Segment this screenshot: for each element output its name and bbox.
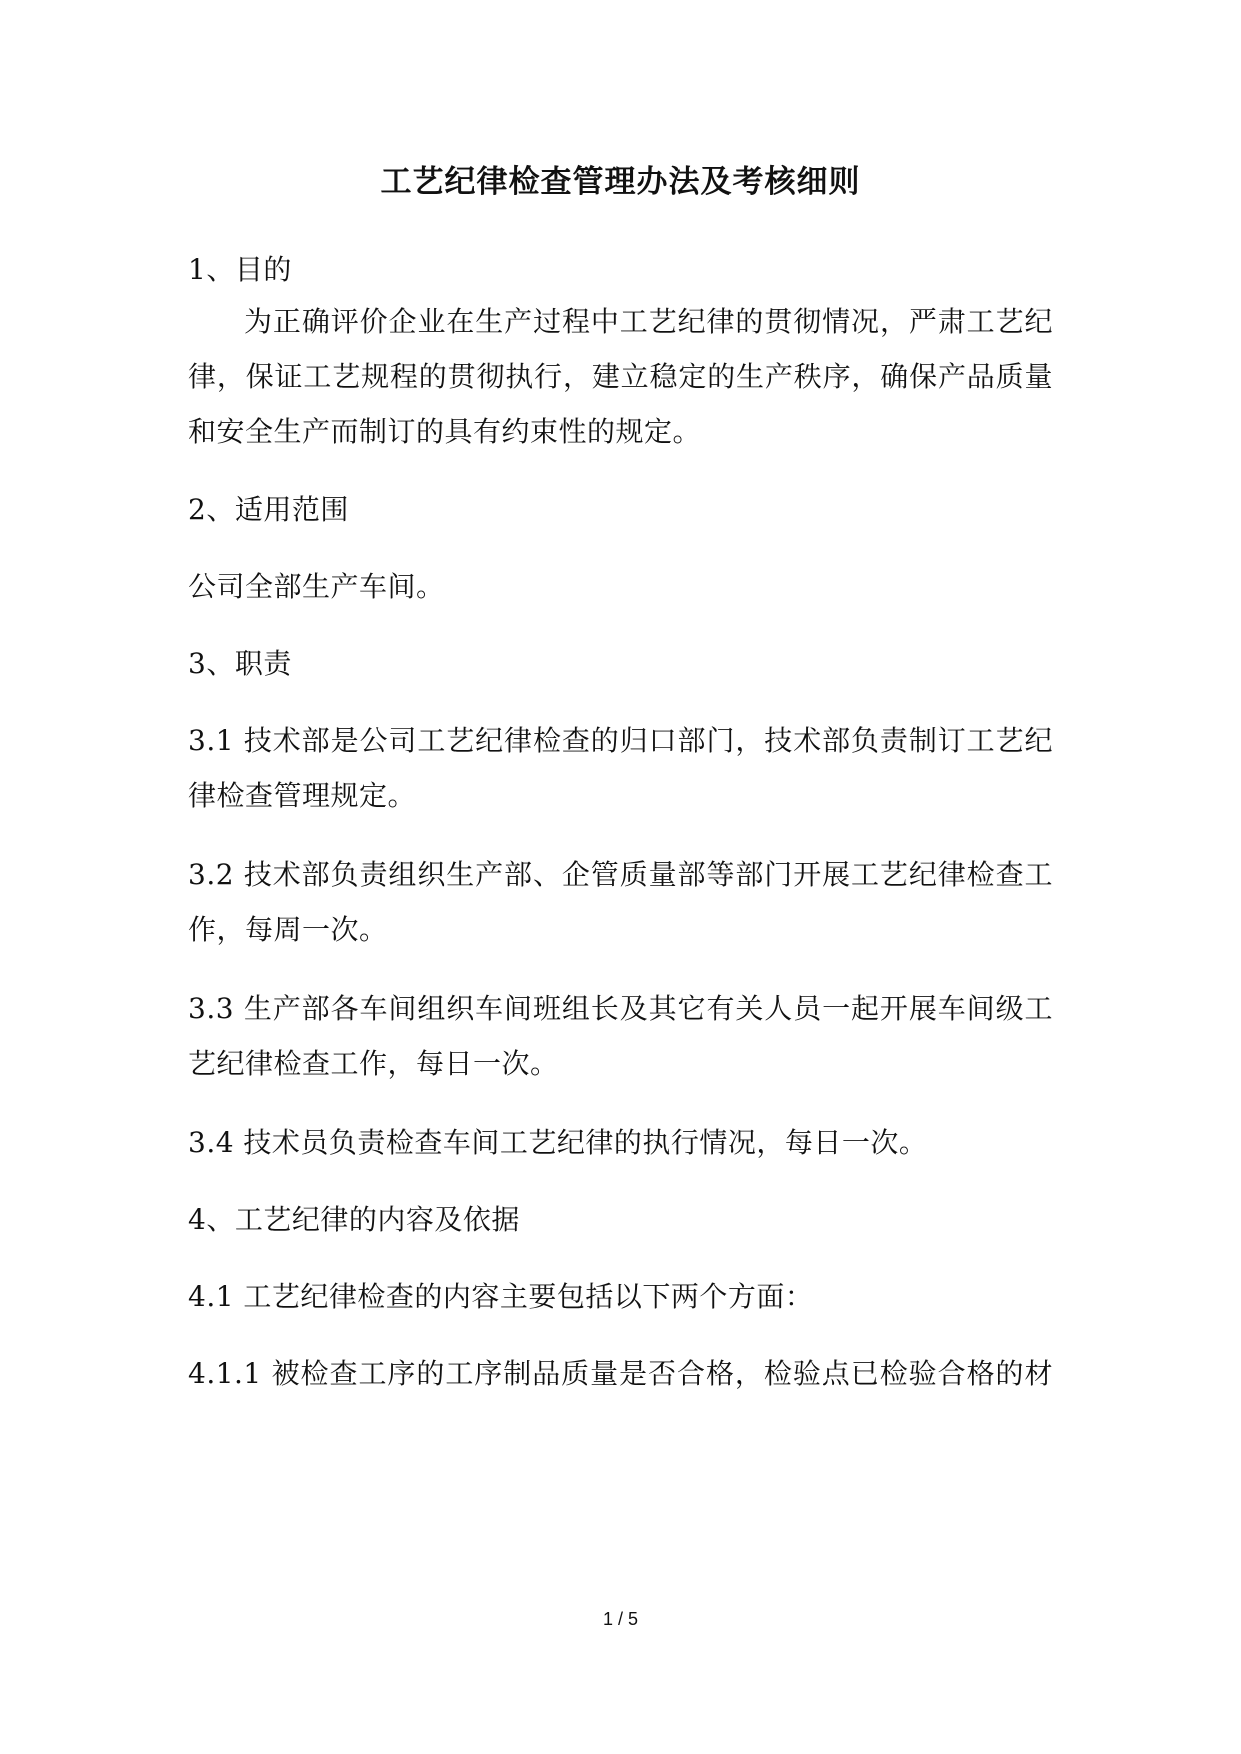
- paragraph-line: 4.1.1 被检查工序的工序制品质量是否合格，检验点已检验合格的材: [188, 1357, 1053, 1390]
- paragraph-line: 3.1 技术部是公司工艺纪律检查的归口部门，技术部负责制订工艺纪: [188, 724, 1053, 757]
- paragraph-line: 律检查管理规定。: [188, 779, 417, 812]
- heading-purpose: 1、目的: [188, 253, 292, 286]
- paragraph-line: 3.3 生产部各车间组织车间班组长及其它有关人员一起开展车间级工: [188, 992, 1053, 1025]
- paragraph-line: 和安全生产而制订的具有约束性的规定。: [188, 415, 702, 448]
- document-title: 工艺纪律检查管理办法及考核细则: [380, 164, 861, 200]
- heading-scope: 2、适用范围: [188, 493, 349, 526]
- heading-content-basis: 4、工艺纪律的内容及依据: [188, 1203, 520, 1236]
- paragraph-line: 律，保证工艺规程的贯彻执行，建立稳定的生产秩序，确保产品质量: [188, 360, 1053, 393]
- paragraph-line: 3.4 技术员负责检查车间工艺纪律的执行情况，每日一次。: [188, 1126, 928, 1159]
- paragraph-line: 4.1 工艺纪律检查的内容主要包括以下两个方面：: [188, 1280, 814, 1313]
- page-number: 1 / 5: [602, 1609, 639, 1629]
- heading-responsibilities: 3、职责: [188, 647, 292, 680]
- paragraph-line: 为正确评价企业在生产过程中工艺纪律的贯彻情况，严肃工艺纪: [244, 305, 1053, 338]
- paragraph-line: 作，每周一次。: [188, 913, 388, 946]
- paragraph-line: 公司全部生产车间。: [188, 570, 445, 603]
- paragraph-line: 艺纪律检查工作，每日一次。: [188, 1047, 559, 1080]
- paragraph-line: 3.2 技术部负责组织生产部、企管质量部等部门开展工艺纪律检查工: [188, 858, 1053, 891]
